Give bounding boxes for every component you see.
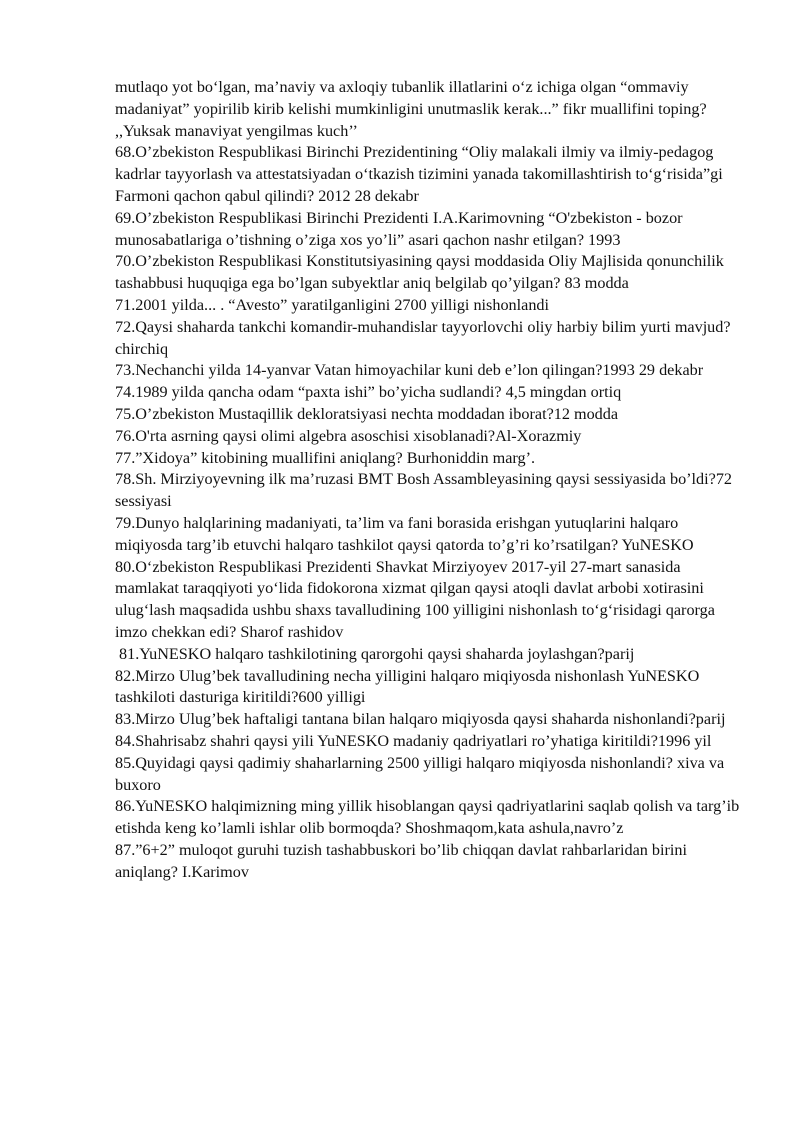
question-83: 83.Mirzo Ulug’bek haftaligi tantana bilan halqaro miqiyosda qaysi shaharda nishonlandi?parij [115, 710, 726, 729]
question-82: 82.Mirzo Ulug’bek tavalludining necha yilligini halqaro miqiyosda nishonlash YuNESKO tashkiloti dasturiga kiritildi?600 yilligi [115, 666, 700, 707]
question-74: 74.1989 yilda qancha odam “paxta ishi” bo’yicha sudlandi? 4,5 mingdan ortiq [115, 383, 622, 402]
question-73: 73.Nechanchi yilda 14-yanvar Vatan himoyachilar kuni deb e’lon qilingan?1993 29 dekabr [115, 361, 704, 380]
question-87: 87.”6+2” muloqot guruhi tuzish tashabbuskori bo’lib chiqqan davlat rahbarlaridan birini aniqlang? I.Karimov [115, 840, 687, 881]
question-69: 69.O’zbekiston Respublikasi Birinchi Prezidenti I.A.Karimovning “O'zbekiston - bozor munosabatlariga o’tishning o’ziga xos yo’li” asari qachon nashr etilgan? 1993 [115, 208, 683, 249]
question-71: 71.2001 yilda... . “Avesto” yaratilganligini 2700 yilligi nishonlandi [115, 295, 550, 314]
question-68: 68.O’zbekiston Respublikasi Birinchi Prezidentining “Oliy malakali ilmiy va ilmiy-pedagog kadrlar tayyorlash va attestatsiyadan o‘tkazish tizimini yanada takomillashtirish to‘g‘risida”gi Farmoni qachon qabul qilindi? 2012 28 dekabr [115, 143, 723, 205]
question-78: 78.Sh. Mirziyoyevning ilk ma’ruzasi BMT Bosh Assambleyasining qaysi sessiyasida bo’ldi?72 sessiyasi [115, 470, 733, 511]
question-84: 84.Shahrisabz shahri qaysi yili YuNESKO madaniy qadriyatlari ro’yhatiga kiritildi?1996 yil [115, 731, 712, 750]
question-70: 70.O’zbekiston Respublikasi Konstitutsiyasining qaysi moddasida Oliy Majlisida qonunchilik tashabbusi huquqiga ega bo’lgan subyektlar aniq belgilab qo’yilgan? 83 modda [115, 252, 724, 293]
question-80: 80.O‘zbekiston Respublikasi Prezidenti Shavkat Mirziyoyev 2017-yil 27-mart sanasida mamlakat taraqqiyoti yo‘lida fidokorona xizmat qilgan qaysi atoqli davlat arbobi xotirasini ulug‘lash maqsadida ushbu shaxs tavalludining 100 yilligini nishonlash to‘g‘risidagi qarorga imzo chekkan edi? Sharof rashidov [115, 557, 715, 641]
question-72: 72.Qaysi shaharda tankchi komandir-muhandislar tayyorlovchi oliy harbiy bilim yurti mavjud? chirchiq [115, 317, 731, 358]
question-86: 86.YuNESKO halqimizning ming yillik hisoblangan qaysi qadriyatlarini saqlab qolish va targ’ib etishda keng ko’lamli ishlar olib bormoqda? Shoshmaqom,kata ashula,navro’z [115, 797, 740, 838]
question-75: 75.O’zbekiston Mustaqillik dekloratsiyasi nechta moddadan iborat?12 modda [115, 404, 619, 423]
question-79: 79.Dunyo halqlarining madaniyati, ta’lim va fani borasida erishgan yutuqlarini halqaro miqiyosda targ’ib etuvchi halqaro tashkilot qaysi qatorda to’g’ri ko’rsatilgan? YuNESKO [115, 513, 694, 554]
question-77: 77.”Xidoya” kitobining muallifini aniqlang? Burhoniddin marg’. [115, 448, 536, 467]
question-85: 85.Quyidagi qaysi qadimiy shaharlarning 2500 yilligi halqaro miqiyosda nishonlandi? xiva va buxoro [115, 753, 725, 794]
question-81: 81.YuNESKO halqaro tashkilotining qarorgohi qaysi shaharda joylashgan?parij [119, 644, 635, 663]
paragraph-continuation: mutlaqo yot bo‘lgan, ma’naviy va axloqiy tubanlik illatlarini o‘z ichiga olgan “ommaviy madaniyat” yopirilib kirib kelishi mumkinligini unutmaslik kerak...” fikr muallifini toping? ,,Yuksak manaviyat yengilmas kuch’’ [115, 78, 707, 140]
question-76: 76.O'rta asrning qaysi olimi algebra asoschisi xisoblanadi?Al-Xorazmiy [115, 426, 582, 445]
document-page [115, 77, 745, 883]
